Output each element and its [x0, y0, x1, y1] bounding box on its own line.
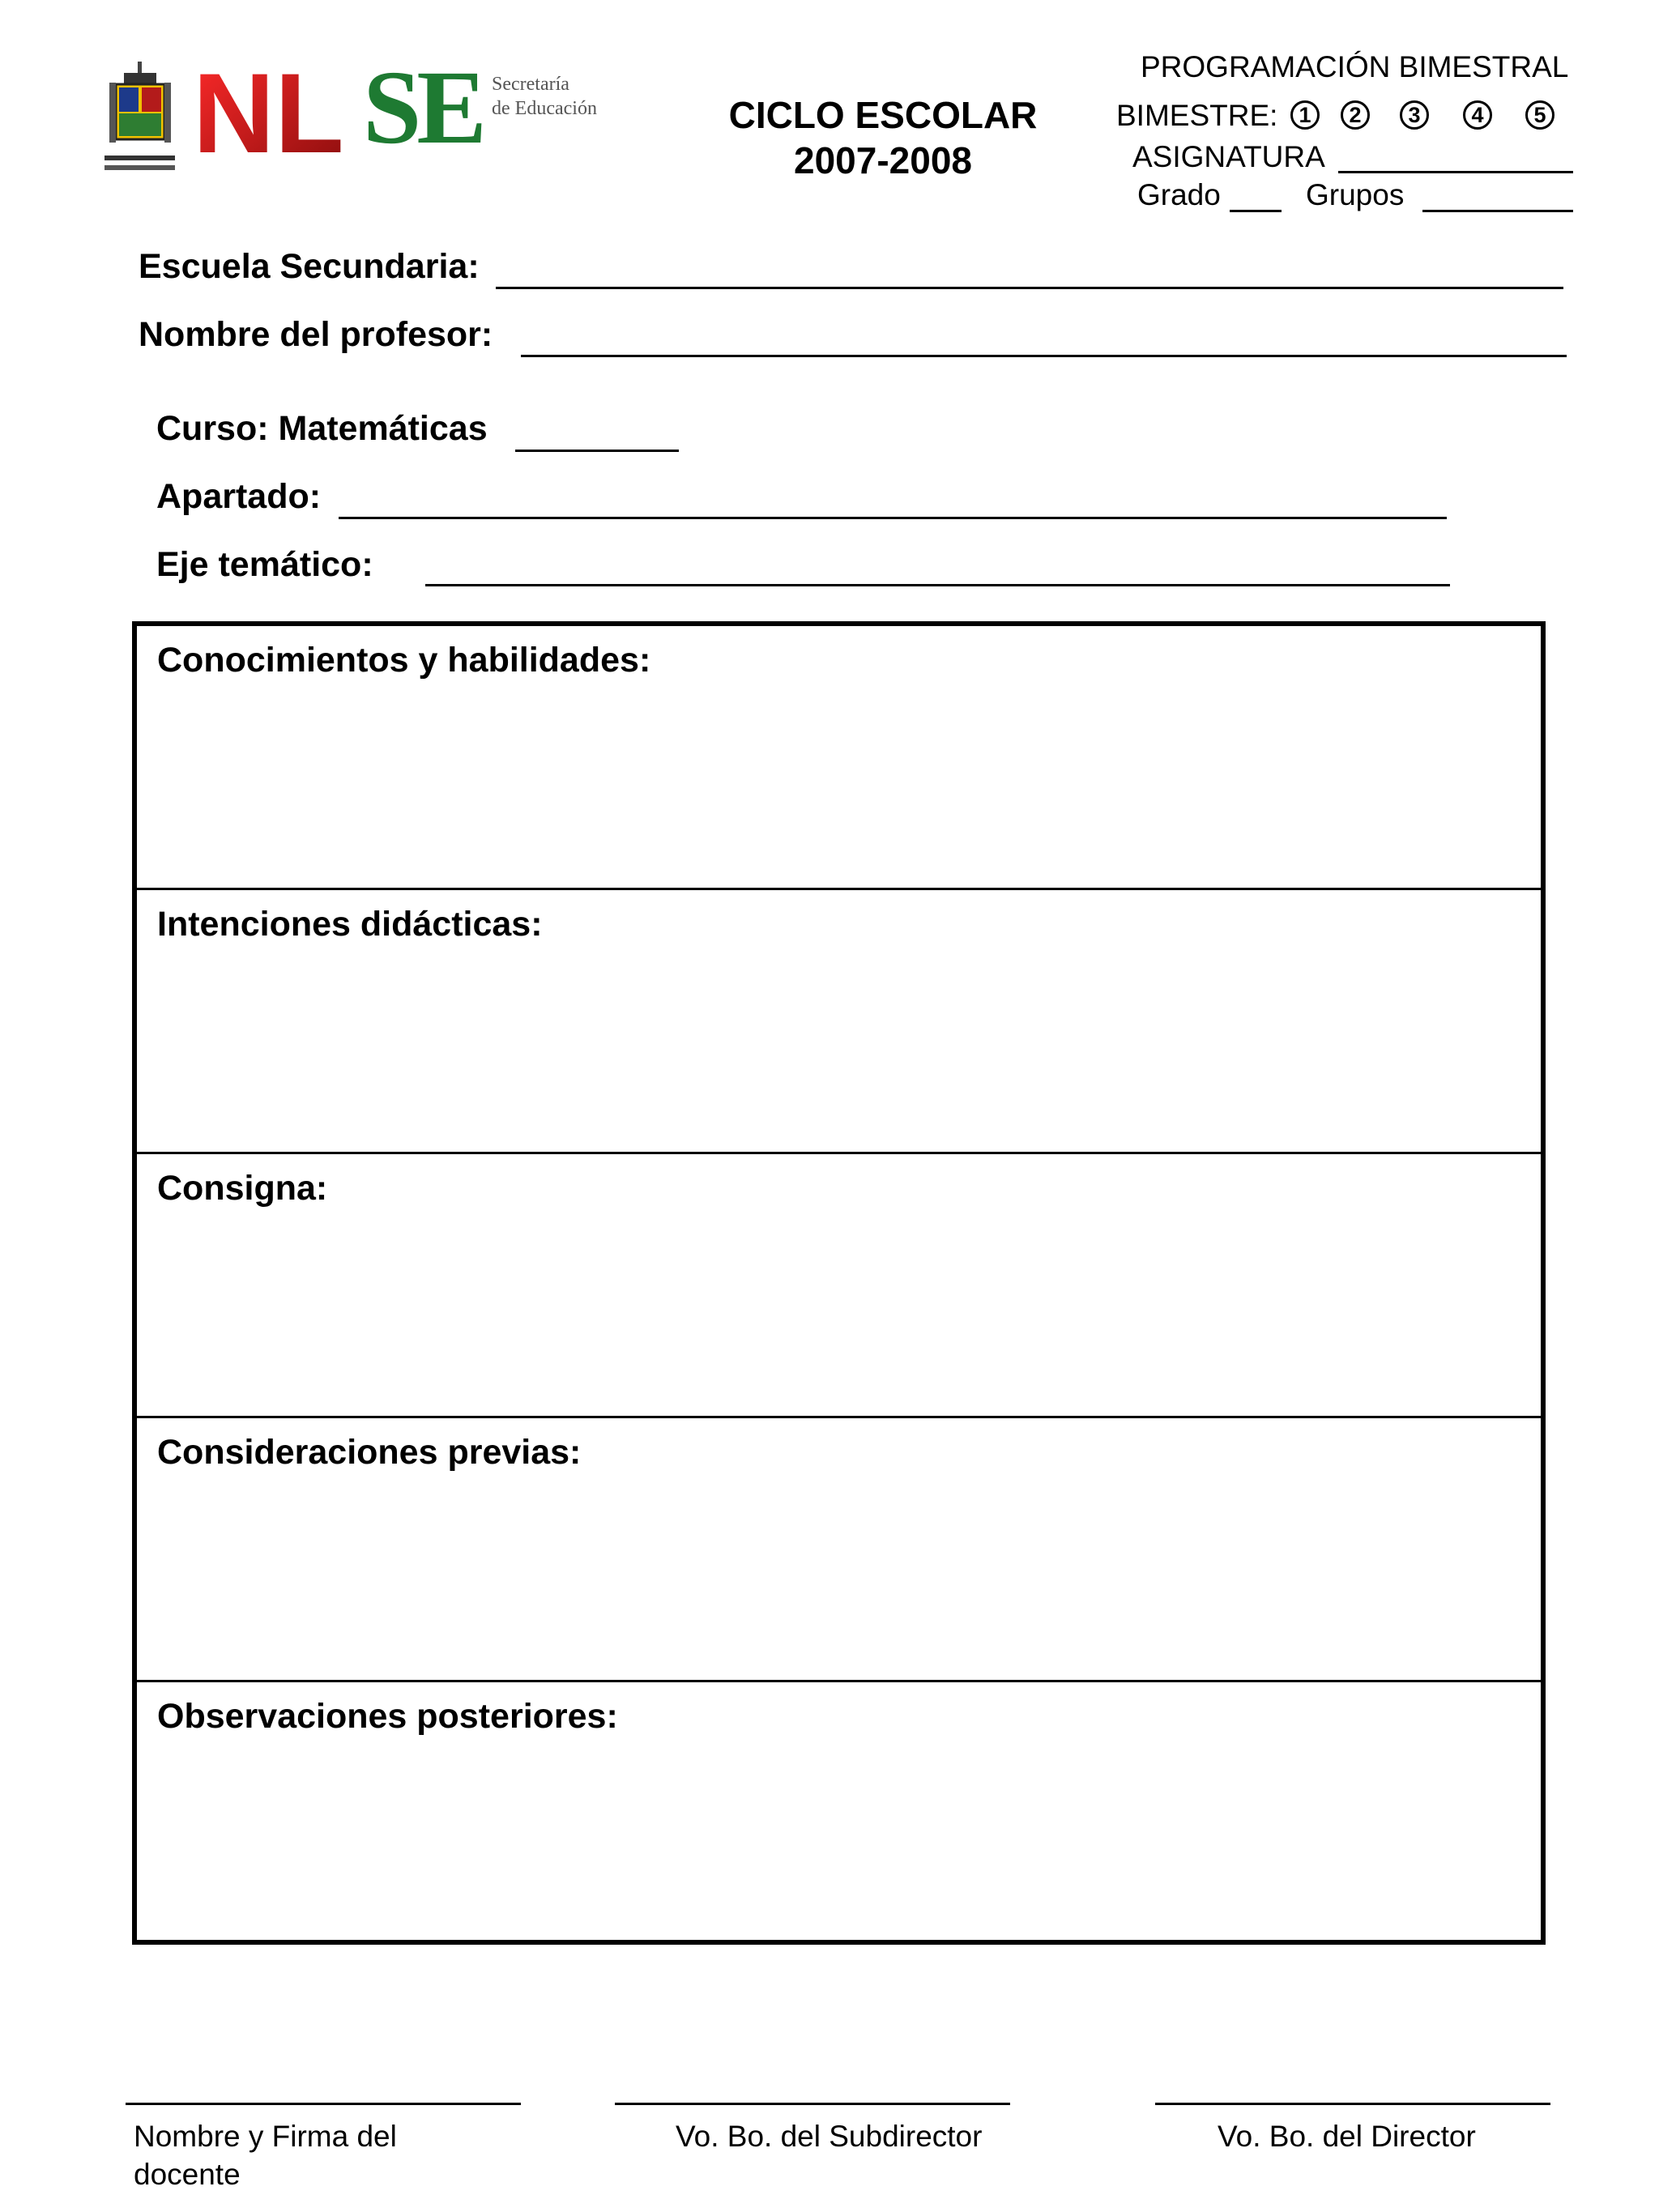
bimestre-option-5[interactable]: 5 [1525, 100, 1555, 130]
section-label: Intenciones didácticas: [157, 905, 543, 944]
se-logo-line-1: Secretaría [492, 74, 569, 95]
apartado-field[interactable] [339, 517, 1447, 519]
bimestre-option-3[interactable]: 3 [1400, 100, 1429, 130]
section-consigna[interactable] [137, 1154, 1541, 1418]
bimestre-row [1116, 99, 1570, 134]
se-logo-line-2: de Educación [492, 98, 597, 119]
escuela-field[interactable] [496, 287, 1563, 289]
docente-label-line-2: docente [134, 2158, 241, 2191]
bimestre-option-1[interactable]: 1 [1290, 100, 1320, 130]
subdirector-signature-line[interactable] [615, 2103, 1010, 2105]
planning-table [132, 621, 1546, 1945]
section-conocimientos[interactable] [137, 626, 1541, 890]
section-label: Consideraciones previas: [157, 1433, 582, 1472]
nl-logo-letters: NL [193, 49, 344, 177]
escuela-label: Escuela Secundaria: [139, 247, 480, 286]
asignatura-label: ASIGNATURA [1132, 140, 1325, 173]
nl-logo [193, 49, 344, 177]
section-consideraciones[interactable] [137, 1418, 1541, 1682]
docente-signature-line[interactable] [126, 2103, 521, 2105]
bimestre-option-4[interactable]: 4 [1463, 100, 1492, 130]
curso-field[interactable] [515, 450, 679, 452]
director-signature-line[interactable] [1155, 2103, 1550, 2105]
bimestre-label: BIMESTRE: [1116, 99, 1278, 132]
grado-field[interactable] [1230, 210, 1282, 212]
subdirector-signature-label: Vo. Bo. del Subdirector [676, 2120, 983, 2153]
profesor-field[interactable] [521, 355, 1567, 357]
section-label: Observaciones posteriores: [157, 1697, 618, 1736]
grupos-field[interactable] [1422, 210, 1573, 212]
programacion-title: PROGRAMACIÓN BIMESTRAL [1141, 50, 1569, 83]
grado-label: Grado [1137, 178, 1221, 211]
docente-signature-label [134, 2117, 397, 2193]
apartado-label: Apartado: [156, 477, 322, 516]
eje-tematico-field[interactable] [425, 584, 1450, 586]
se-logo-letters: SE [363, 49, 483, 166]
curso-label: Curso: Matemáticas [156, 409, 488, 448]
ciclo-escolar-label: CICLO ESCOLAR [728, 94, 1038, 136]
grupos-label: Grupos [1306, 178, 1405, 211]
docente-label-line-1: Nombre y Firma del [134, 2120, 397, 2153]
director-signature-label: Vo. Bo. del Director [1218, 2120, 1476, 2153]
bimestre-option-2[interactable]: 2 [1341, 100, 1370, 130]
state-crest-logo [101, 60, 178, 190]
asignatura-field[interactable] [1338, 171, 1573, 173]
ciclo-escolar-years: 2007-2008 [794, 139, 972, 181]
section-label: Consigna: [157, 1169, 328, 1208]
eje-tematico-label: Eje temático: [156, 545, 373, 584]
section-observaciones[interactable] [137, 1682, 1541, 1946]
section-label: Conocimientos y habilidades: [157, 641, 651, 680]
section-intenciones[interactable] [137, 890, 1541, 1154]
profesor-label: Nombre del profesor: [139, 315, 493, 354]
